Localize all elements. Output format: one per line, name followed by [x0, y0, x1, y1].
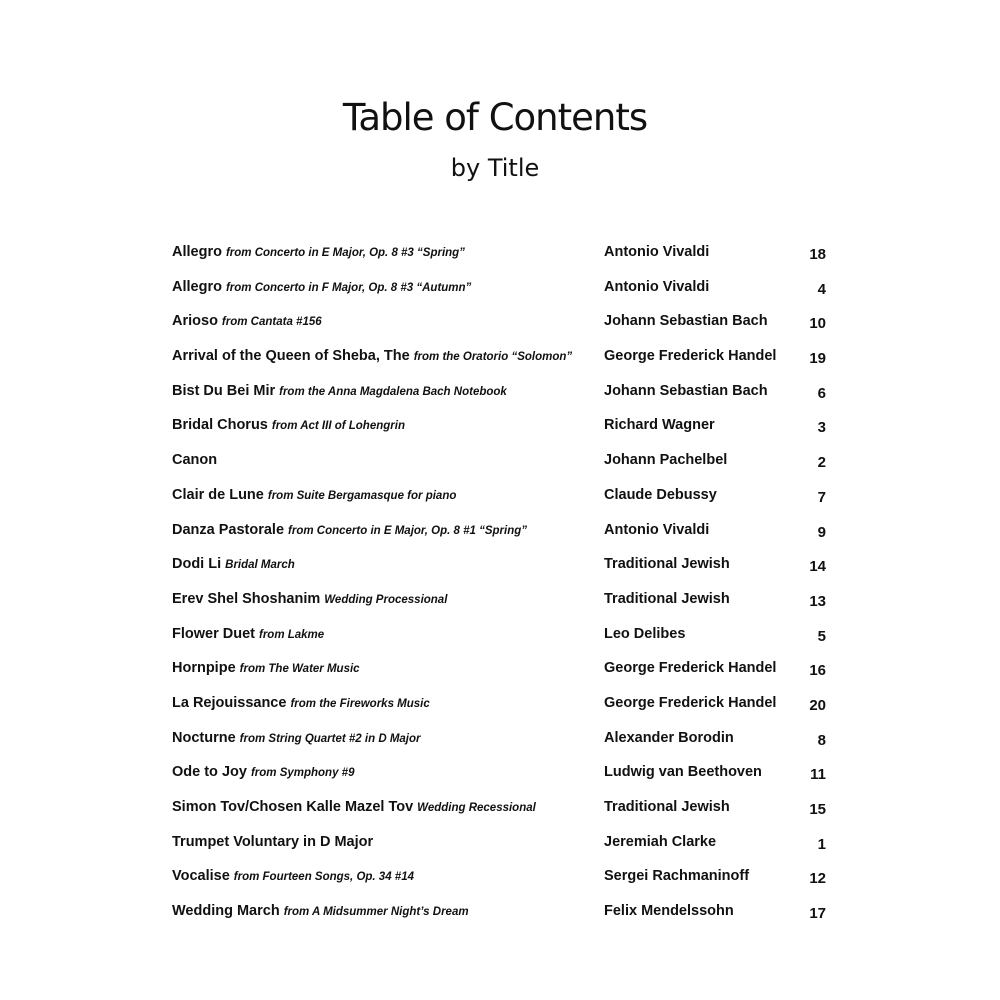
page-number: 10 — [809, 315, 826, 333]
toc-row — [172, 417, 832, 452]
composer-name: Traditional Jewish — [604, 799, 730, 815]
composer-name: Alexander Borodin — [604, 729, 734, 746]
toc-row — [172, 868, 832, 903]
page-number: 17 — [809, 905, 826, 923]
piece-title: Nocturne — [172, 729, 236, 746]
toc-entry — [172, 383, 507, 399]
toc-row — [172, 383, 832, 418]
page-number: 19 — [809, 350, 826, 368]
page-number: 2 — [817, 454, 826, 472]
composer-name: George Frederick Handel — [604, 660, 777, 677]
piece-subtitle: from Concerto in F Major, Op. 8 #3 “Autumn” — [225, 281, 472, 294]
piece-subtitle: from the Anna Magdalena Bach Notebook — [279, 385, 507, 398]
toc-row — [172, 834, 832, 869]
toc-entry — [172, 522, 527, 538]
page-number: 6 — [817, 384, 826, 402]
composer-name: Ludwig van Beethoven — [604, 764, 762, 781]
toc-entry — [172, 764, 354, 780]
composer-name: Claude Debussy — [604, 486, 717, 503]
toc-row — [172, 522, 832, 557]
toc-row — [172, 730, 832, 765]
page-title: Table of Contents — [342, 96, 648, 139]
toc-row — [172, 626, 832, 661]
piece-subtitle: from Lakme — [258, 628, 325, 641]
toc-entry — [172, 452, 221, 468]
toc-row — [172, 244, 832, 279]
toc-entry — [172, 348, 572, 364]
composer-name: Traditional Jewish — [604, 590, 730, 607]
page-number: 20 — [809, 696, 826, 714]
composer-name: Antonio Vivaldi — [604, 244, 710, 260]
piece-title: Danza Pastorale — [172, 521, 285, 538]
piece-title: Allegro — [172, 278, 222, 295]
toc-row — [172, 348, 832, 383]
piece-subtitle: from the Fireworks Music — [290, 697, 430, 710]
toc-entry — [172, 834, 377, 850]
page-number: 1 — [817, 835, 826, 853]
toc-entry — [172, 626, 324, 642]
page-number: 13 — [809, 592, 826, 610]
piece-title: Allegro — [172, 244, 222, 260]
toc-row — [172, 556, 832, 591]
piece-title: Clair de Lune — [172, 486, 264, 503]
composer-name: Sergei Rachmaninoff — [604, 868, 750, 885]
toc-entry — [172, 660, 360, 676]
toc-list — [172, 244, 832, 938]
toc-row — [172, 660, 832, 695]
piece-title: Trumpet Voluntary in D Major — [172, 833, 374, 850]
toc-entry — [172, 487, 456, 503]
piece-subtitle: from Concerto in E Major, Op. 8 #3 “Spring” — [225, 247, 465, 259]
piece-title: Wedding March — [172, 903, 280, 920]
page-number: 7 — [817, 488, 826, 506]
toc-row — [172, 279, 832, 314]
page-number: 14 — [809, 558, 826, 576]
toc-entry — [172, 313, 322, 329]
toc-row — [172, 695, 832, 730]
toc-row — [172, 799, 832, 834]
piece-subtitle: Bridal March — [225, 559, 295, 572]
composer-name: Johann Pachelbel — [604, 452, 728, 469]
piece-title: La Rejouissance — [172, 694, 287, 711]
piece-subtitle: Wedding Recessional — [417, 802, 536, 814]
toc-row — [172, 591, 832, 626]
composer-name: George Frederick Handel — [604, 694, 777, 711]
piece-title: Hornpipe — [172, 660, 236, 677]
piece-subtitle: from A Midsummer Night’s Dream — [283, 906, 469, 919]
composer-name: Richard Wagner — [604, 417, 715, 434]
composer-name: Leo Delibes — [604, 625, 686, 642]
piece-subtitle: from the Oratorio “Solomon” — [413, 351, 573, 364]
piece-title: Bridal Chorus — [172, 417, 268, 434]
piece-subtitle: Wedding Processional — [324, 593, 448, 606]
piece-subtitle: from String Quartet #2 in D Major — [239, 732, 421, 745]
piece-title: Canon — [172, 452, 218, 469]
toc-row — [172, 903, 832, 938]
page-number: 16 — [809, 662, 826, 680]
composer-name: Antonio Vivaldi — [604, 278, 710, 295]
toc-entry — [172, 591, 447, 607]
piece-subtitle: from Symphony #9 — [250, 767, 355, 780]
piece-subtitle: from Concerto in E Major, Op. 8 #1 “Spring” — [288, 524, 528, 537]
toc-entry — [172, 730, 420, 746]
piece-title: Erev Shel Shoshanim — [172, 590, 321, 607]
toc-entry — [172, 868, 414, 884]
page-number: 3 — [817, 419, 826, 437]
page-number: 11 — [810, 766, 826, 784]
toc-entry — [172, 244, 465, 260]
toc-entry — [172, 279, 471, 295]
toc-row — [172, 313, 832, 348]
toc-entry — [172, 799, 536, 815]
composer-name: Johann Sebastian Bach — [604, 382, 768, 399]
composer-name: George Frederick Handel — [604, 348, 777, 365]
piece-title: Vocalise — [172, 868, 230, 885]
toc-row — [172, 452, 832, 487]
toc-row — [172, 487, 832, 522]
piece-title: Arrival of the Queen of Sheba, The — [172, 348, 410, 365]
piece-title: Ode to Joy — [172, 764, 247, 781]
toc-entry — [172, 903, 469, 919]
page-number: 4 — [817, 280, 826, 298]
piece-subtitle: from Suite Bergamasque for piano — [267, 489, 457, 502]
toc-entry — [172, 556, 295, 572]
piece-subtitle: from Cantata #156 — [221, 316, 322, 329]
page-number: 5 — [817, 627, 826, 645]
piece-title: Bist Du Bei Mir — [172, 382, 276, 399]
piece-title: Simon Tov/Chosen Kalle Mazel Tov — [172, 799, 414, 815]
page-number: 15 — [809, 801, 826, 818]
toc-row — [172, 764, 832, 799]
piece-title: Dodi Li — [172, 556, 222, 573]
composer-name: Johann Sebastian Bach — [604, 313, 768, 330]
page-number: 12 — [809, 870, 826, 888]
piece-subtitle: from Act III of Lohengrin — [271, 420, 405, 433]
toc-entry — [172, 695, 430, 711]
page-number: 8 — [817, 731, 826, 749]
page-subtitle: by Title — [450, 154, 540, 182]
piece-subtitle: from Fourteen Songs, Op. 34 #14 — [233, 871, 414, 884]
piece-subtitle: from The Water Music — [239, 663, 360, 676]
composer-name: Traditional Jewish — [604, 556, 730, 573]
page-number: 9 — [817, 523, 826, 541]
toc-entry — [172, 417, 405, 433]
piece-title: Flower Duet — [172, 625, 255, 642]
composer-name: Felix Mendelssohn — [604, 903, 734, 920]
composer-name: Antonio Vivaldi — [604, 521, 710, 538]
composer-name: Jeremiah Clarke — [604, 833, 717, 850]
piece-title: Arioso — [172, 313, 218, 330]
page-number: 18 — [809, 246, 826, 263]
